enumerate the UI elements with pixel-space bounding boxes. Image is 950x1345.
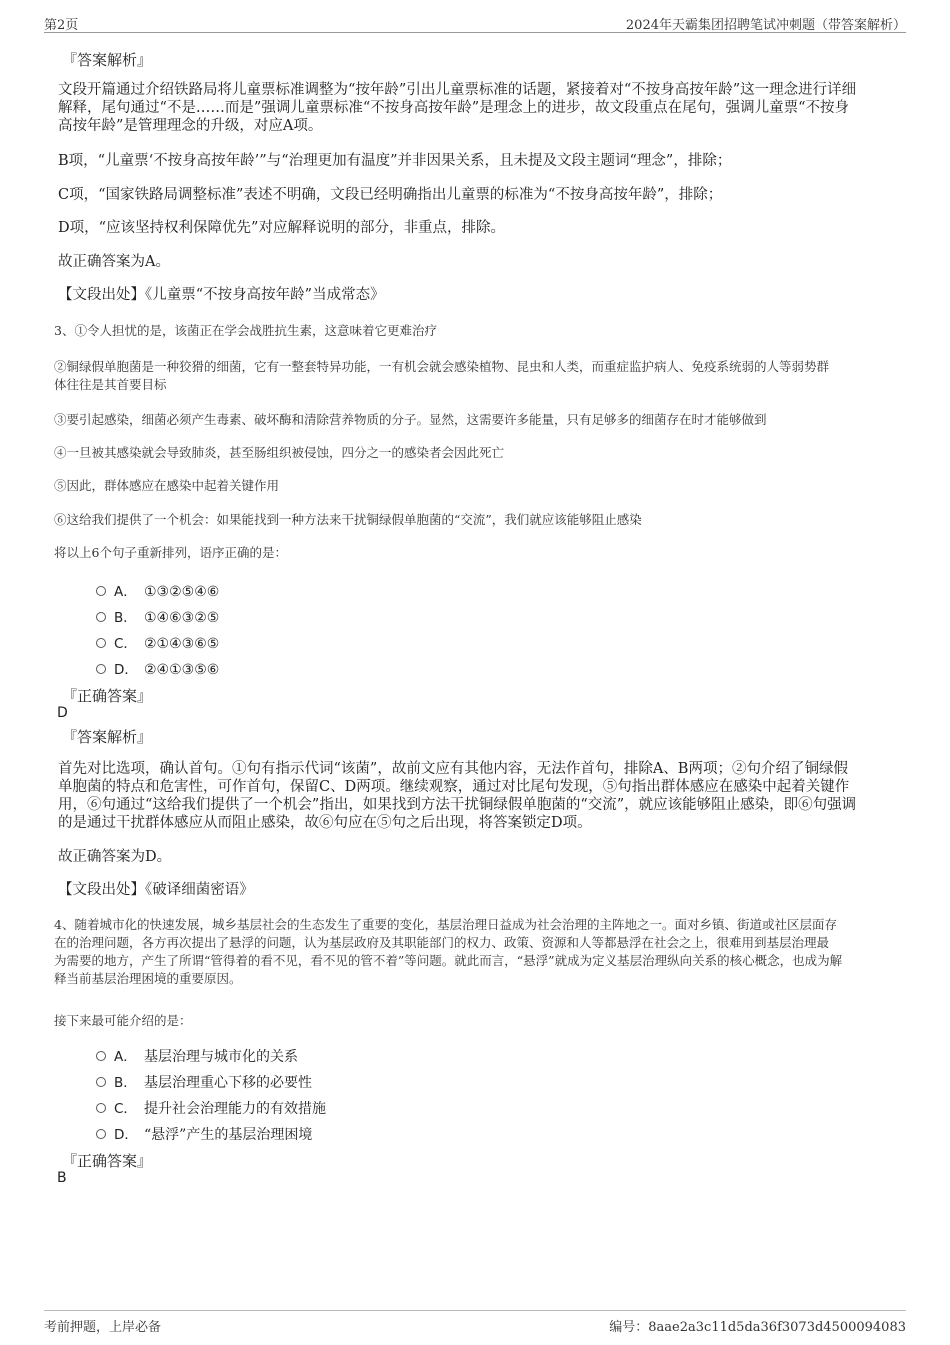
q4-option-c[interactable] [96,1097,326,1117]
option-text: “悬浮”产生的基层治理困境 [144,1127,313,1143]
document-title: 2024年天霸集团招聘笔试冲刺题（带答案解析） [625,18,906,33]
q4-answer: B [57,1170,67,1186]
q2-analysis-paragraph [58,81,856,135]
q4-option-b[interactable] [96,1071,312,1091]
q3-option-b[interactable] [96,606,219,626]
option-text: ①④⑥③②⑤ [144,610,220,626]
radio-icon[interactable] [96,612,106,622]
q2-analysis-label: 『答案解析』 [62,51,153,69]
q3-option-d[interactable] [96,658,219,678]
q3-analysis-line: 首先对比选项，确认首句。①句有指示代词“该菌”，故前文应有其他内容，无法作首句，排除A、B两项；②句介绍了铜绿假 [58,761,848,777]
q4-stem-line: 4、随着城市化的快速发展，城乡基层社会的生态发生了重要的变化，基层治理日益成为社会治理的主阵地之一。面对乡镇、街道或社区层面存 [54,917,837,932]
q3-sentence-5: ⑤因此，群体感应在感染中起着关键作用 [54,478,280,493]
q3-answer: D [57,705,68,721]
option-text: 提升社会治理能力的有效措施 [144,1101,326,1117]
option-letter: D． [114,662,138,678]
q3-sentence-4: ④一旦被其感染就会导致肺炎，甚至肠组织被侵蚀，四分之一的感染者会因此死亡 [54,445,505,460]
q3-prompt: 将以上6个句子重新排列，语序正确的是： [54,545,287,560]
page-footer [44,1310,906,1337]
q4-stem [54,916,842,988]
q4-prompt: 接下来最可能介绍的是： [54,1013,192,1028]
q3-sentence-2-line: ②铜绿假单胞菌是一种狡猾的细菌，它有一整套特异功能，一有机会就会感染植物、昆虫和人类，而重症监护病人、免疫系统弱的人等弱势群 [54,359,830,374]
q4-option-d[interactable] [96,1123,312,1143]
q3-option-c[interactable] [96,632,219,652]
q3-analysis-label: 『答案解析』 [62,728,153,746]
option-text: ②①④③⑥⑤ [144,636,220,652]
q3-source: 【文段出处】《破译细菌密语》 [58,882,254,898]
option-text: 基层治理重心下移的必要性 [144,1075,312,1091]
q2-analysis-line: 文段开篇通过介绍铁路局将儿童票标准调整为“按年龄”引出儿童票标准的话题，紧接着对“不按身高按年龄”这一理念进行详细 [58,82,857,98]
radio-icon[interactable] [96,1129,106,1139]
option-text: ①③②⑤④⑥ [144,584,220,600]
option-letter: C． [114,636,137,652]
q2-item-d: D项，“应该坚持权利保障优先”对应解释说明的部分，非重点，排除。 [58,220,505,236]
q2-analysis-line: 高按年龄”是管理理念的升级，对应A项。 [58,118,323,134]
q2-conclusion: 故正确答案为A。 [58,254,170,270]
document-code: 编号：8aae2a3c11d5da36f3073d4500094083 [609,1320,906,1335]
radio-icon[interactable] [96,1103,106,1113]
q3-analysis-line: 用，⑥句通过“这给我们提供了一个机会”指出，如果找到方法干扰铜绿假单胞菌的“交流”，就应该能够阻止感染，即⑥句强调 [58,797,857,813]
q2-source: 【文段出处】《儿童票“不按身高按年龄”当成常态》 [58,287,385,303]
q4-option-a[interactable] [96,1045,298,1065]
option-letter: C． [114,1101,137,1117]
q3-option-a[interactable] [96,580,219,600]
q2-item-b: B项，“儿童票‘不按身高按年龄’”与“治理更加有温度”并非因果关系，且未提及文段主题词“理念”，排除； [58,153,732,169]
radio-icon[interactable] [96,1051,106,1061]
q3-answer-label: 『正确答案』 [62,687,153,705]
page-number: 第2页 [44,18,79,33]
option-letter: D． [114,1127,138,1143]
q3-sentence-3: ③要引起感染，细菌必须产生毒素、破坏酶和清除营养物质的分子。显然，这需要许多能量，只有足够多的细菌存在时才能够做到 [54,412,767,427]
radio-icon[interactable] [96,638,106,648]
option-letter: B． [114,1075,137,1091]
q3-sentence-6: ⑥这给我们提供了一个机会：如果能找到一种方法来干扰铜绿假单胞菌的“交流”，我们就应该能够阻止感染 [54,512,642,527]
option-letter: A． [114,1049,137,1065]
q3-sentence-1: 3、①令人担忧的是，该菌正在学会战胜抗生素，这意味着它更难治疗 [54,323,437,338]
q3-sentence-2-line: 体往往是其首要目标 [54,377,167,392]
option-letter: B． [114,610,137,626]
q3-analysis-paragraph [58,760,856,832]
q3-analysis-line: 的是通过干扰群体感应从而阻止感染，故⑥句应在⑤句之后出现，将答案锁定D项。 [58,815,592,831]
q2-item-c: C项，“国家铁路局调整标准”表述不明确，文段已经明确指出儿童票的标准为“不按身高按年龄”，排除； [58,187,723,203]
radio-icon[interactable] [96,664,106,674]
q4-stem-line: 在的治理问题，各方再次提出了悬浮的问题，认为基层政府及其职能部门的权力、政策、资源和人等都悬浮在社会之上，很难用到基层治理最 [54,935,830,950]
q4-stem-line: 释当前基层治理困境的重要原因。 [54,971,242,986]
option-letter: A． [114,584,137,600]
q3-sentence-2 [54,358,829,394]
q3-conclusion: 故正确答案为D。 [58,849,172,865]
option-text: ②④①③⑤⑥ [144,662,220,678]
page-header [44,12,906,33]
q2-analysis-line: 解释，尾句通过“不是……而是”强调儿童票标准“不按身高按年龄”是理念上的进步，故文段重点在尾句，强调儿童票“不按身 [58,100,850,116]
radio-icon[interactable] [96,1077,106,1087]
footer-slogan: 考前押题，上岸必备 [44,1320,162,1335]
q3-analysis-line: 单胞菌的特点和危害性，可作首句，保留C、D两项。继续观察，通过对比尾句发现，⑤句指出群体感应在感染中起着关键作 [58,779,850,795]
radio-icon[interactable] [96,586,106,596]
q4-answer-label: 『正确答案』 [62,1152,153,1170]
option-text: 基层治理与城市化的关系 [144,1049,298,1065]
q4-stem-line: 为需要的地方，产生了所谓“管得着的看不见，看不见的管不着”等问题。就此而言，“悬浮”就成为定义基层治理纵向关系的核心概念，也成为解 [54,953,843,968]
